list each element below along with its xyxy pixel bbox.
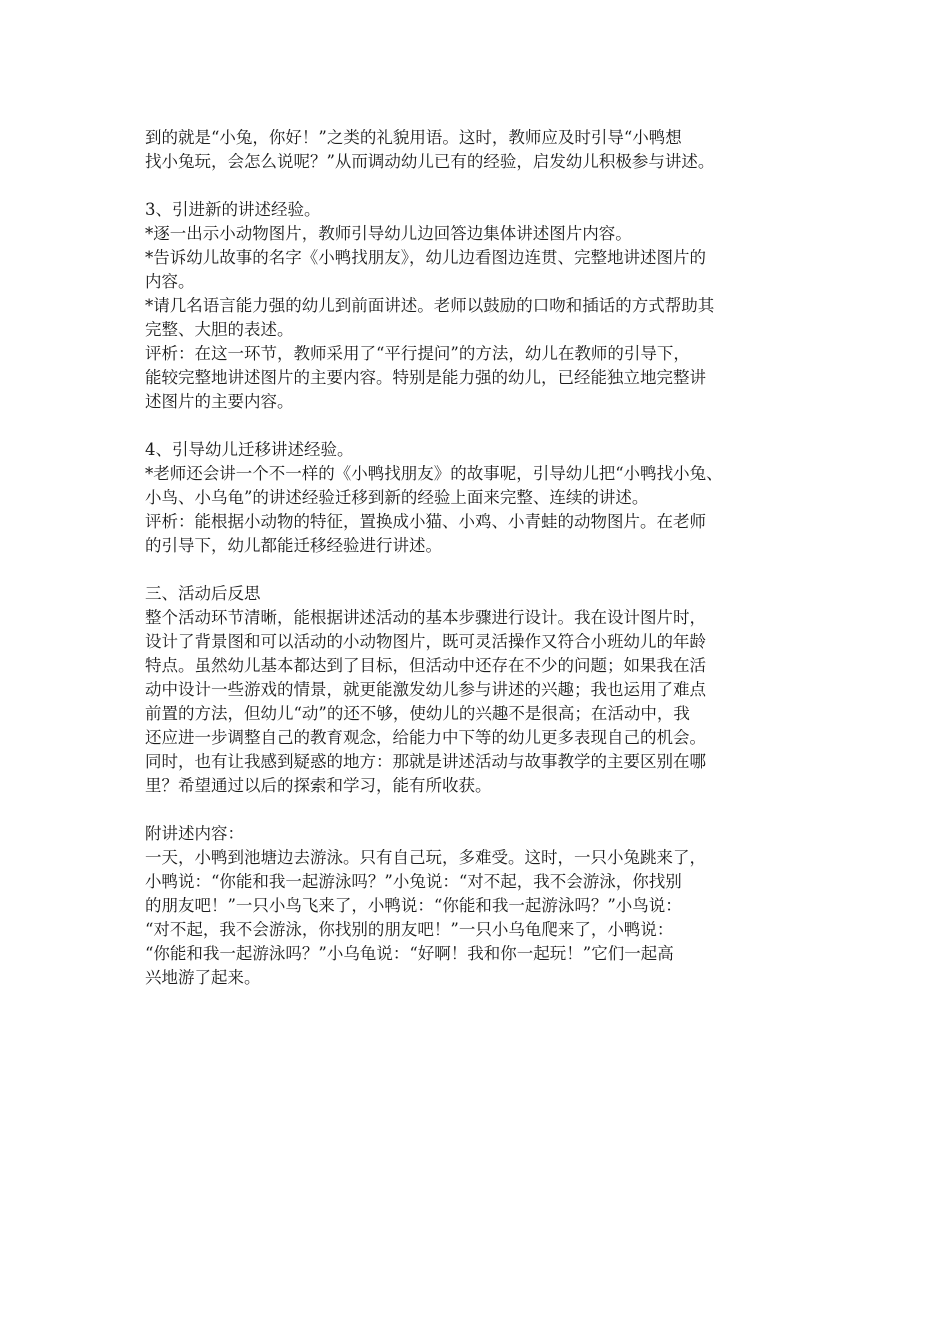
text-line: 的朋友吧！”一只小鸟飞来了，小鸭说：“你能和我一起游泳吗？”小鸟说： bbox=[145, 896, 682, 915]
text-line: 动中设计一些游戏的情景，就更能激发幼儿参与讲述的兴趣；我也运用了难点 bbox=[145, 680, 706, 699]
text-line: 找小兔玩，会怎么说呢？”从而调动幼儿已有的经验，启发幼儿积极参与讲述。 bbox=[145, 152, 715, 171]
text-line: 设计了背景图和可以活动的小动物图片，既可灵活操作又符合小班幼儿的年龄 bbox=[145, 632, 706, 651]
section-3 bbox=[145, 198, 825, 414]
text-line: 兴地游了起来。 bbox=[145, 968, 261, 987]
section-heading: 附讲述内容： bbox=[145, 824, 244, 843]
paragraph-gap bbox=[145, 174, 825, 198]
text-line: 同时，也有让我感到疑惑的地方：那就是讲述活动与故事教学的主要区别在哪 bbox=[145, 752, 706, 771]
text-line: 能较完整地讲述图片的主要内容。特别是能力强的幼儿，已经能独立地完整讲 bbox=[145, 368, 706, 387]
text-line: *请几名语言能力强的幼儿到前面讲述。老师以鼓励的口吻和插话的方式帮助其 bbox=[145, 296, 715, 315]
text-line: 完整、大胆的表述。 bbox=[145, 320, 294, 339]
text-line: 内容。 bbox=[145, 272, 195, 291]
text-line: 前置的方法，但幼儿“动”的还不够，使幼儿的兴趣不是很高；在活动中，我 bbox=[145, 704, 690, 723]
paragraph-gap bbox=[145, 558, 825, 582]
text-line: 评析：在这一环节，教师采用了“平行提问”的方法，幼儿在教师的引导下， bbox=[145, 344, 690, 363]
section-heading: 4、引导幼儿迁移讲述经验。 bbox=[145, 440, 354, 459]
text-line: 小鸟、小乌龟”的讲述经验迁移到新的经验上面来完整、连续的讲述。 bbox=[145, 488, 649, 507]
text-line: *老师还会讲一个不一样的《小鸭找朋友》的故事呢，引导幼儿把“小鸭找小兔、 bbox=[145, 464, 723, 483]
text-line: *告诉幼儿故事的名字《小鸭找朋友》，幼儿边看图边连贯、完整地讲述图片的 bbox=[145, 248, 706, 267]
text-line: 还应进一步调整自己的教育观念，给能力中下等的幼儿更多表现自己的机会。 bbox=[145, 728, 706, 747]
text-line: 到的就是“小兔，你好！”之类的礼貌用语。这时，教师应及时引导“小鸭想 bbox=[145, 128, 682, 147]
text-line: 特点。虽然幼儿基本都达到了目标，但活动中还存在不少的问题；如果我在活 bbox=[145, 656, 706, 675]
text-line: “对不起，我不会游泳，你找别的朋友吧！”一只小乌龟爬来了，小鸭说： bbox=[145, 920, 674, 939]
paragraph-intro bbox=[145, 126, 825, 174]
paragraph-gap bbox=[145, 414, 825, 438]
section-appendix bbox=[145, 822, 825, 990]
text-line: 小鸭说：“你能和我一起游泳吗？”小兔说：“对不起，我不会游泳，你找别 bbox=[145, 872, 682, 891]
text-line: “你能和我一起游泳吗？”小乌龟说：“好啊！我和你一起玩！”它们一起高 bbox=[145, 944, 674, 963]
text-line: 的引导下，幼儿都能迁移经验进行讲述。 bbox=[145, 536, 442, 555]
text-line: 评析：能根据小动物的特征，置换成小猫、小鸡、小青蛙的动物图片。在老师 bbox=[145, 512, 706, 531]
paragraph-gap bbox=[145, 798, 825, 822]
text-line: *逐一出示小动物图片，教师引导幼儿边回答边集体讲述图片内容。 bbox=[145, 224, 632, 243]
text-line: 里？希望通过以后的探索和学习，能有所收获。 bbox=[145, 776, 492, 795]
section-reflection bbox=[145, 582, 825, 798]
document-page bbox=[145, 126, 825, 990]
section-4 bbox=[145, 438, 825, 558]
section-heading: 3、引进新的讲述经验。 bbox=[145, 200, 321, 219]
text-line: 述图片的主要内容。 bbox=[145, 392, 294, 411]
text-line: 整个活动环节清晰，能根据讲述活动的基本步骤进行设计。我在设计图片时， bbox=[145, 608, 706, 627]
text-line: 一天，小鸭到池塘边去游泳。只有自己玩，多难受。这时，一只小兔跳来了， bbox=[145, 848, 706, 867]
section-heading: 三、活动后反思 bbox=[145, 584, 261, 603]
